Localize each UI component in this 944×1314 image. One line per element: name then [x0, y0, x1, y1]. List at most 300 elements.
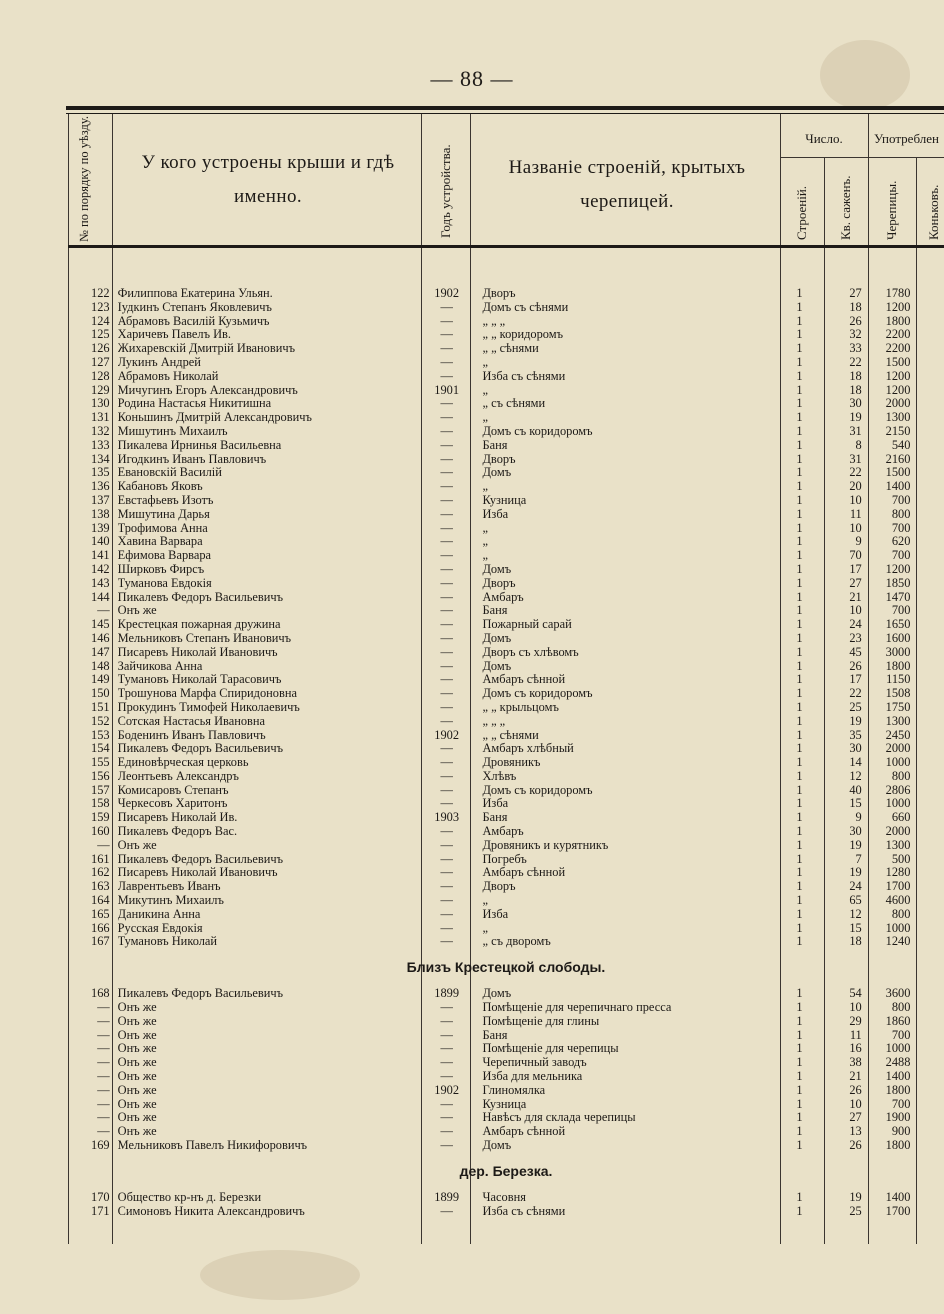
ridge-cell	[914, 825, 944, 839]
row-number: 131	[91, 411, 110, 425]
row-number: 142	[91, 562, 110, 576]
area-cell: 21	[849, 590, 862, 604]
top-rule-thin	[66, 113, 944, 114]
table-row	[68, 563, 944, 577]
owner-cell: Пикалевъ Федоръ Васильевичъ	[117, 852, 284, 866]
count-cell: 1	[796, 1014, 803, 1028]
area-cell: 19	[849, 838, 862, 852]
table-row	[68, 494, 944, 508]
ridge-cell	[914, 839, 944, 853]
tiles-cell: 1860	[885, 1014, 911, 1028]
structure-cell: Изба съ сѣнями	[482, 1204, 566, 1218]
structure-cell: „	[482, 383, 488, 397]
year-cell: —	[440, 1056, 453, 1070]
year-cell: —	[440, 535, 453, 549]
header-used-tiles: Черепицы.	[884, 180, 899, 240]
owner-cell: Тумановъ Николай Тарасовичъ	[117, 673, 282, 687]
ridge-cell	[914, 1029, 944, 1043]
tiles-cell: 1470	[885, 590, 911, 604]
area-cell: 29	[849, 1014, 862, 1028]
count-cell: 1	[796, 1056, 803, 1070]
ridge-cell	[914, 770, 944, 784]
structure-cell: Изба съ сѣнями	[482, 369, 566, 383]
count-cell: 1	[796, 507, 803, 521]
section-heading	[68, 1153, 944, 1191]
row-number: 156	[91, 769, 110, 783]
tiles-cell: 1200	[885, 300, 911, 314]
structure-cell: Баня	[482, 811, 508, 825]
area-cell: 19	[849, 866, 862, 880]
ridge-cell	[914, 397, 944, 411]
tiles-cell: 1400	[885, 1070, 911, 1084]
owner-cell: Мельниковъ Павелъ Никифоровичъ	[117, 1139, 308, 1153]
area-cell: 18	[849, 300, 862, 314]
year-cell: —	[440, 1028, 453, 1042]
owner-cell: Онъ же	[117, 838, 157, 852]
year-cell: —	[440, 700, 453, 714]
count-cell: 1	[796, 756, 803, 770]
structure-cell: „	[482, 894, 488, 908]
area-cell: 26	[849, 1139, 862, 1153]
row-number: 149	[91, 673, 110, 687]
ridge-cell	[914, 701, 944, 715]
tiles-cell: 1200	[885, 369, 911, 383]
tiles-cell: 1000	[885, 921, 911, 935]
ridge-cell	[914, 287, 944, 301]
area-cell: 10	[849, 493, 862, 507]
owner-cell: Черкесовъ Харитонъ	[117, 797, 228, 811]
tiles-cell: 700	[891, 1028, 911, 1042]
table-row	[68, 1205, 944, 1219]
tiles-cell: 1800	[885, 314, 911, 328]
ridge-cell	[914, 535, 944, 549]
table-row	[68, 328, 944, 342]
owner-cell: Кабановъ Яковъ	[117, 480, 203, 494]
count-cell: 1	[796, 452, 803, 466]
year-cell: —	[440, 328, 453, 342]
table-row	[68, 577, 944, 591]
tiles-cell: 1150	[886, 673, 911, 687]
owner-cell: Мичугинъ Егоръ Александровичъ	[117, 383, 298, 397]
row-number: 136	[91, 480, 110, 494]
ridge-cell	[914, 494, 944, 508]
tiles-cell: 1650	[885, 618, 911, 632]
year-cell: —	[440, 1139, 453, 1153]
count-cell: 1	[796, 549, 803, 563]
tiles-cell: 1200	[885, 383, 911, 397]
ridge-cell	[914, 715, 944, 729]
structure-cell: „ съ дворомъ	[482, 935, 551, 949]
tiles-cell: 1400	[885, 1190, 911, 1204]
count-cell: 1	[796, 1139, 803, 1153]
table-row	[68, 618, 944, 632]
count-cell: 1	[796, 1190, 803, 1204]
table-row	[68, 508, 944, 522]
tiles-cell: 1300	[885, 714, 911, 728]
area-cell: 18	[849, 383, 862, 397]
row-number: 158	[91, 797, 110, 811]
year-cell: —	[440, 673, 453, 687]
row-number: 122	[91, 287, 110, 300]
table-row	[68, 549, 944, 563]
table-row	[68, 425, 944, 439]
row-number: 167	[91, 935, 110, 949]
tiles-cell: 1600	[885, 631, 911, 645]
structure-cell: Часовня	[482, 1190, 526, 1204]
structure-cell: Баня	[482, 604, 508, 618]
ridge-cell	[914, 811, 944, 825]
ridge-cell	[914, 370, 944, 384]
structure-cell: Амбаръ	[482, 590, 524, 604]
count-cell: 1	[796, 728, 803, 742]
row-number: 152	[91, 714, 110, 728]
table-row	[68, 1125, 944, 1139]
area-cell: 20	[849, 480, 862, 494]
area-cell: 38	[849, 1056, 862, 1070]
tiles-cell: 1280	[885, 866, 911, 880]
ridge-cell	[914, 1070, 944, 1084]
owner-cell: Писаревъ Николай Ивановичъ	[117, 645, 278, 659]
owner-cell: Игодкинъ Иванъ Павловичъ	[117, 452, 267, 466]
tiles-cell: 500	[891, 852, 911, 866]
tiles-cell: 2450	[885, 728, 911, 742]
table-row	[68, 908, 944, 922]
count-cell: 1	[796, 987, 803, 1001]
year-cell: —	[440, 1014, 453, 1028]
area-cell: 26	[849, 314, 862, 328]
row-number: —	[97, 1097, 110, 1111]
owner-cell: Филиппова Екатерина Ульян.	[117, 287, 273, 300]
area-cell: 26	[849, 1083, 862, 1097]
area-cell: 70	[849, 549, 862, 563]
tiles-cell: 1300	[885, 411, 911, 425]
tiles-cell: 1200	[885, 562, 911, 576]
tiles-cell: 620	[891, 535, 911, 549]
row-number: 151	[91, 700, 110, 714]
tiles-cell: 2200	[885, 342, 911, 356]
ridge-cell	[914, 508, 944, 522]
year-cell: —	[440, 576, 453, 590]
count-cell: 1	[796, 852, 803, 866]
year-cell: —	[440, 411, 453, 425]
owner-cell: Туманова Евдокія	[117, 576, 212, 590]
count-cell: 1	[796, 742, 803, 756]
structure-cell: Помѣщеніе для черепичнаго пресса	[482, 1001, 672, 1015]
ridge-cell	[914, 549, 944, 563]
tiles-cell: 2806	[885, 783, 911, 797]
table-row	[68, 797, 944, 811]
owner-cell: Крестецкая пожарная дружина	[117, 618, 281, 632]
area-cell: 11	[849, 507, 862, 521]
tiles-cell: 700	[891, 549, 911, 563]
structure-cell: „ съ сѣнями	[482, 397, 546, 411]
count-cell: 1	[796, 355, 803, 369]
section-title: дер. Березка.	[459, 1162, 553, 1179]
owner-cell: Зайчикова Анна	[117, 659, 203, 673]
tiles-cell: 1750	[885, 700, 911, 714]
area-cell: 65	[849, 894, 862, 908]
year-cell: —	[440, 397, 453, 411]
count-cell: 1	[796, 1028, 803, 1042]
table-row	[68, 287, 944, 301]
year-cell: —	[440, 714, 453, 728]
count-cell: 1	[796, 480, 803, 494]
row-number: 166	[91, 921, 110, 935]
owner-cell: Мишутина Дарья	[117, 507, 210, 521]
row-number: —	[97, 1042, 110, 1056]
structure-cell: „ „ „	[482, 714, 506, 728]
table-row	[68, 397, 944, 411]
year-cell: —	[440, 521, 453, 535]
tiles-cell: 1240	[885, 935, 911, 949]
owner-cell: Прокудинъ Тимофей Николаевичъ	[117, 700, 300, 714]
structure-cell: Хлѣвъ	[482, 769, 517, 783]
owner-cell: Пикалевъ Федоръ Васильевичъ	[117, 742, 284, 756]
ridge-cell	[914, 577, 944, 591]
tiles-cell: 1800	[885, 659, 911, 673]
table-row	[68, 784, 944, 798]
ridge-cell	[914, 1191, 944, 1205]
area-cell: 45	[849, 645, 862, 659]
header-owner: У кого устроены крыши и гдѣ именно.	[141, 152, 395, 207]
count-cell: 1	[796, 328, 803, 342]
table-row	[68, 646, 944, 660]
owner-cell: Онъ же	[117, 1097, 157, 1111]
row-number: 137	[91, 493, 110, 507]
structure-cell: „	[482, 921, 488, 935]
area-cell: 18	[849, 935, 862, 949]
ridge-cell	[914, 315, 944, 329]
year-cell: —	[440, 1097, 453, 1111]
structure-cell: Амбаръ сѣнной	[482, 866, 566, 880]
year-cell: —	[440, 1001, 453, 1015]
owner-cell: Евстафьевъ Изотъ	[117, 493, 214, 507]
table-row	[68, 1191, 944, 1205]
table-row	[68, 922, 944, 936]
owner-cell: Пикалевъ Федоръ Васильевичъ	[117, 987, 284, 1001]
count-cell: 1	[796, 894, 803, 908]
count-cell: 1	[796, 562, 803, 576]
owner-cell: Трошунова Марфа Спиридоновна	[117, 687, 297, 701]
ridge-cell	[914, 687, 944, 701]
owner-cell: Пикалевъ Федоръ Вас.	[117, 825, 238, 839]
tiles-cell: 700	[891, 1097, 911, 1111]
count-cell: 1	[796, 907, 803, 921]
row-number: 164	[91, 894, 110, 908]
structure-cell: Домъ съ коридоромъ	[482, 424, 593, 438]
count-cell: 1	[796, 1097, 803, 1111]
tiles-cell: 1400	[885, 480, 911, 494]
structure-cell: Дровяникъ и курятникъ	[482, 838, 609, 852]
year-cell: —	[440, 562, 453, 576]
area-cell: 15	[849, 797, 862, 811]
ridge-cell	[914, 1139, 944, 1153]
area-cell: 24	[849, 618, 862, 632]
area-cell: 10	[849, 1097, 862, 1111]
ridge-cell	[914, 1098, 944, 1112]
structure-cell: Изба для мельника	[482, 1070, 583, 1084]
structure-cell: „	[482, 411, 488, 425]
table-row	[68, 770, 944, 784]
tiles-cell: 800	[891, 907, 911, 921]
ridge-cell	[914, 880, 944, 894]
structure-cell: Домъ	[482, 659, 512, 673]
area-cell: 11	[849, 1028, 862, 1042]
table-row	[68, 356, 944, 370]
structure-cell: Дровяникъ	[482, 756, 541, 770]
area-cell: 23	[849, 631, 862, 645]
count-cell: 1	[796, 521, 803, 535]
tiles-cell: 1850	[885, 576, 911, 590]
year-cell: —	[440, 866, 453, 880]
count-cell: 1	[796, 825, 803, 839]
row-number: 132	[91, 424, 110, 438]
row-number: 145	[91, 618, 110, 632]
table-row	[68, 411, 944, 425]
year-cell: —	[440, 797, 453, 811]
ridge-cell	[914, 922, 944, 936]
table-row	[68, 1139, 944, 1153]
count-cell: 1	[796, 935, 803, 949]
tiles-cell: 3600	[885, 987, 911, 1001]
structure-cell: Дворъ	[482, 452, 516, 466]
area-cell: 26	[849, 659, 862, 673]
owner-cell: Даникина Анна	[117, 907, 201, 921]
count-cell: 1	[796, 631, 803, 645]
ridge-cell	[914, 797, 944, 811]
row-number: 147	[91, 645, 110, 659]
structure-cell: Кузница	[482, 493, 527, 507]
structure-cell: Амбаръ сѣнной	[482, 673, 566, 687]
owner-cell: Онъ же	[117, 1125, 157, 1139]
area-cell: 18	[849, 369, 862, 383]
structure-cell: Навѣсъ для склада черепицы	[482, 1111, 636, 1125]
tiles-cell: 1800	[885, 1083, 911, 1097]
count-cell: 1	[796, 866, 803, 880]
count-cell: 1	[796, 811, 803, 825]
row-number: 135	[91, 466, 110, 480]
tiles-cell: 1300	[885, 838, 911, 852]
count-cell: 1	[796, 314, 803, 328]
structure-cell: Дворъ съ хлѣвомъ	[482, 645, 579, 659]
row-number: 160	[91, 825, 110, 839]
year-cell: —	[440, 742, 453, 756]
year-cell: —	[440, 507, 453, 521]
structure-cell: Амбаръ хлѣбный	[482, 742, 574, 756]
ridge-cell	[914, 591, 944, 605]
table-row	[68, 342, 944, 356]
area-cell: 14	[849, 756, 862, 770]
table-row	[68, 1111, 944, 1125]
area-cell: 17	[849, 673, 862, 687]
year-cell: —	[440, 687, 453, 701]
area-cell: 13	[849, 1125, 862, 1139]
owner-cell: Писаревъ Николай Ивановичъ	[117, 866, 278, 880]
structure-cell: Баня	[482, 1028, 508, 1042]
owner-cell: Трофимова Анна	[117, 521, 208, 535]
ridge-cell	[914, 522, 944, 536]
table-row	[68, 632, 944, 646]
tiles-cell: 1500	[885, 466, 911, 480]
year-cell: —	[440, 424, 453, 438]
structure-cell: Дворъ	[482, 880, 516, 894]
owner-cell: Общество кр-нъ д. Березки	[117, 1190, 262, 1204]
row-number: —	[97, 1028, 110, 1042]
tiles-cell: 2000	[885, 825, 911, 839]
tiles-cell: 1700	[885, 880, 911, 894]
owner-cell: Мишутинъ Михаилъ	[117, 424, 228, 438]
area-cell: 27	[849, 576, 862, 590]
header-count-area: Кв. саженъ.	[838, 175, 853, 240]
table-row	[68, 894, 944, 908]
table-row	[68, 315, 944, 329]
owner-cell: Хавина Варвара	[117, 535, 203, 549]
owner-cell: Симоновъ Никита Александровичъ	[117, 1204, 305, 1218]
area-cell: 10	[849, 1001, 862, 1015]
ridge-cell	[914, 729, 944, 743]
year-cell: —	[440, 480, 453, 494]
table-row	[68, 604, 944, 618]
ridge-cell	[914, 466, 944, 480]
owner-cell: Евановскій Василій	[117, 466, 222, 480]
structure-cell: Изба	[482, 507, 509, 521]
year-cell: —	[440, 493, 453, 507]
tiles-cell: 1000	[885, 797, 911, 811]
tiles-cell: 800	[891, 1001, 911, 1015]
area-cell: 9	[855, 811, 862, 825]
ridge-cell	[914, 1056, 944, 1070]
row-number: 162	[91, 866, 110, 880]
row-number: 163	[91, 880, 110, 894]
table-row	[68, 591, 944, 605]
row-number: 125	[91, 328, 110, 342]
owner-cell: Онъ же	[117, 1111, 157, 1125]
structure-cell: Домъ	[482, 987, 512, 1001]
tiles-cell: 900	[891, 1125, 911, 1139]
structure-cell: Домъ	[482, 631, 512, 645]
owner-cell: Онъ же	[117, 604, 157, 618]
count-cell: 1	[796, 700, 803, 714]
structure-cell: Изба	[482, 907, 509, 921]
row-number: 134	[91, 452, 110, 466]
owner-cell: Тумановъ Николай	[117, 935, 218, 949]
structure-cell: Черепичный заводъ	[482, 1056, 587, 1070]
count-cell: 1	[796, 618, 803, 632]
ridge-cell	[914, 935, 944, 949]
year-cell: —	[440, 783, 453, 797]
structure-cell: Кузница	[482, 1097, 527, 1111]
table-row	[68, 687, 944, 701]
count-cell: 1	[796, 1204, 803, 1218]
count-cell: 1	[796, 342, 803, 356]
row-number: —	[97, 1125, 110, 1139]
ridge-cell	[914, 563, 944, 577]
structure-cell: Дворъ	[482, 576, 516, 590]
row-number: 138	[91, 507, 110, 521]
area-cell: 27	[849, 287, 862, 300]
table-row	[68, 522, 944, 536]
year-cell: —	[440, 894, 453, 908]
row-number: 171	[91, 1204, 110, 1218]
owner-cell: Боденинъ Иванъ Павловичъ	[117, 728, 266, 742]
count-cell: 1	[796, 921, 803, 935]
owner-cell: Пикалева Ирнинья Васильевна	[117, 438, 282, 452]
area-cell: 7	[855, 852, 862, 866]
table-row	[68, 825, 944, 839]
count-cell: 1	[796, 1042, 803, 1056]
structure-cell: Домъ съ коридоромъ	[482, 687, 593, 701]
row-number: —	[97, 1014, 110, 1028]
